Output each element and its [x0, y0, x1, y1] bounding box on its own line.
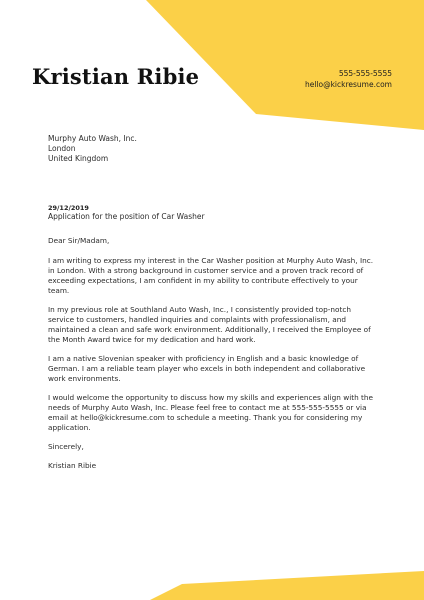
- recipient-address: [48, 134, 137, 164]
- closing: Sincerely,: [48, 442, 84, 451]
- body-paragraph: I am writing to express my interest in the Car Washer position at Murphy Auto Wash, Inc. in London. With a strong background in customer service and a proven track record of exceeding expectations, I am confident in my ability to contribute effectively to your team.: [48, 256, 374, 295]
- body-paragraph: In my previous role at Southland Auto Wash, Inc., I consistently provided top-notch service to customers, handled inquiries and complaints with professionalism, and maintained a clean and safe work environment. Additionally, I received the Employee of the Month Award twice for my dedication and hard work.: [48, 305, 371, 344]
- body-paragraph: I am a native Slovenian speaker with proficiency in English and a basic knowledge of German. I am a reliable team player who excels in both independent and collaborative work environments.: [48, 354, 366, 383]
- applicant-name: Kristian Ribie: [32, 64, 200, 89]
- body-paragraph: I would welcome the opportunity to discuss how my skills and experiences align with the needs of Murphy Auto Wash, Inc. Please feel free to contact me at 555-555-5555 or via email at hello@kickresume.com to schedule a meeting. Thank you for considering my application.: [48, 393, 374, 432]
- recipient-company: Murphy Auto Wash, Inc.: [48, 134, 137, 143]
- letter-subject: Application for the position of Car Washer: [48, 212, 205, 221]
- email-address[interactable]: hello@kickresume.com: [304, 79, 392, 89]
- bottom-yellow-shape: [150, 571, 424, 600]
- signature-name: Kristian Ribie: [48, 461, 97, 470]
- phone-number[interactable]: 555-555-5555: [338, 69, 392, 78]
- letter-date: 29/12/2019: [48, 204, 89, 212]
- recipient-country: United Kingdom: [48, 154, 109, 163]
- letter-body: [48, 236, 378, 480]
- contact-block: [305, 69, 392, 90]
- recipient-city: London: [48, 144, 76, 153]
- greeting: Dear Sir/Madam,: [48, 236, 110, 245]
